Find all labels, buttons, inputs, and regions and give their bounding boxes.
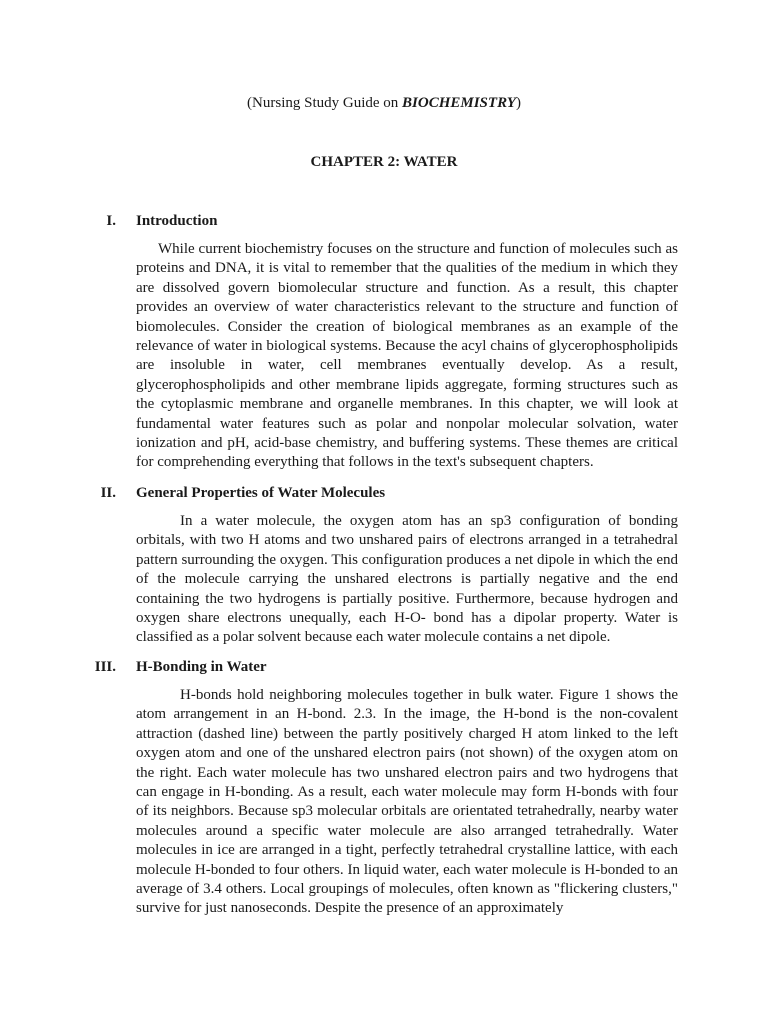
section-numeral: I. xyxy=(106,213,116,229)
header-suffix: ) xyxy=(515,95,521,111)
section-body-h-bonding: H-bonds hold neighboring molecules together in bulk water. Figure 1 shows the atom arrangement in an H-bond. 2.3. In the image, the H-bond is the non-covalent attraction (dashed line) between the partly positively charged H atom linked to the left oxygen atom and one of the unshared electron pairs (not shown) of the oxygen atom on the right. Each water molecule has two unshared electron pairs and two hydrogens that can engage in H-bonding. As a result, each water molecule may form H-bonds with four of its neighbors. Because sp3 molecular orbitals are orientated tetrahedrally, nearby water molecules around a specific water molecule are also arranged tetrahedrally. Water molecules in ice are arranged in a tight, perfectly tetrahedral crystalline lattice, with each molecule H-bonded to four others. In liquid water, each water molecule is H-bonded to an average of 3.4 others. Local groupings of molecules, often known as "flickering clusters," survive for just nanoseconds. Despite the presence of an approximately xyxy=(136,687,678,917)
section-body-introduction: While current biochemistry focuses on the structure and function of molecules such as proteins and DNA, it is vital to remember that the qualities of the medium in which they are dissolved govern biomolecular structure and function. As a result, this chapter provides an overview of water characteristics relevant to the structure and function of biomolecules. Consider the creation of biological membranes as an example of the relevance of water in biological systems. Because the acyl chains of glycerophospholipids are insoluble in water, cell membranes eventually develop. As a result, glycerophospholipids and other membrane lipids aggregate, forming structures such as the cytoplasmic membrane and organelle membranes. In this chapter, we will look at fundamental water features such as polar and nonpolar molecular solvation, water ionization and pH, acid-base chemistry, and buffering systems. These themes are critical for comprehending everything that follows in the text's subsequent chapters. xyxy=(136,241,678,471)
study-guide-header xyxy=(0,94,768,112)
section-body-general-properties: In a water molecule, the oxygen atom has an sp3 configuration of bonding orbitals, with two H atoms and two unshared pairs of electrons arranged in a tetrahedral pattern surrounding the oxygen. This configuration produces a net dipole in which the end of the molecule carrying the unshared electrons is partially negative and the end containing the two hydrogens is partially positive. Furthermore, because hydrogen and oxygen share electrons unequally, each H-O- bond has a dipolar property. Water is classified as a polar solvent because each water molecule contains a net dipole. xyxy=(136,513,678,646)
section-numeral: III. xyxy=(94,659,116,675)
header-prefix: (Nursing Study Guide on xyxy=(247,95,403,111)
section-title: General Properties of Water Molecules xyxy=(136,485,386,501)
chapter-title: CHAPTER 2: WATER xyxy=(310,154,458,170)
section-title: H-Bonding in Water xyxy=(136,659,267,675)
header-subject: BIOCHEMISTRY xyxy=(402,95,516,111)
section-numeral: II. xyxy=(100,485,116,501)
section-title: Introduction xyxy=(136,213,218,229)
